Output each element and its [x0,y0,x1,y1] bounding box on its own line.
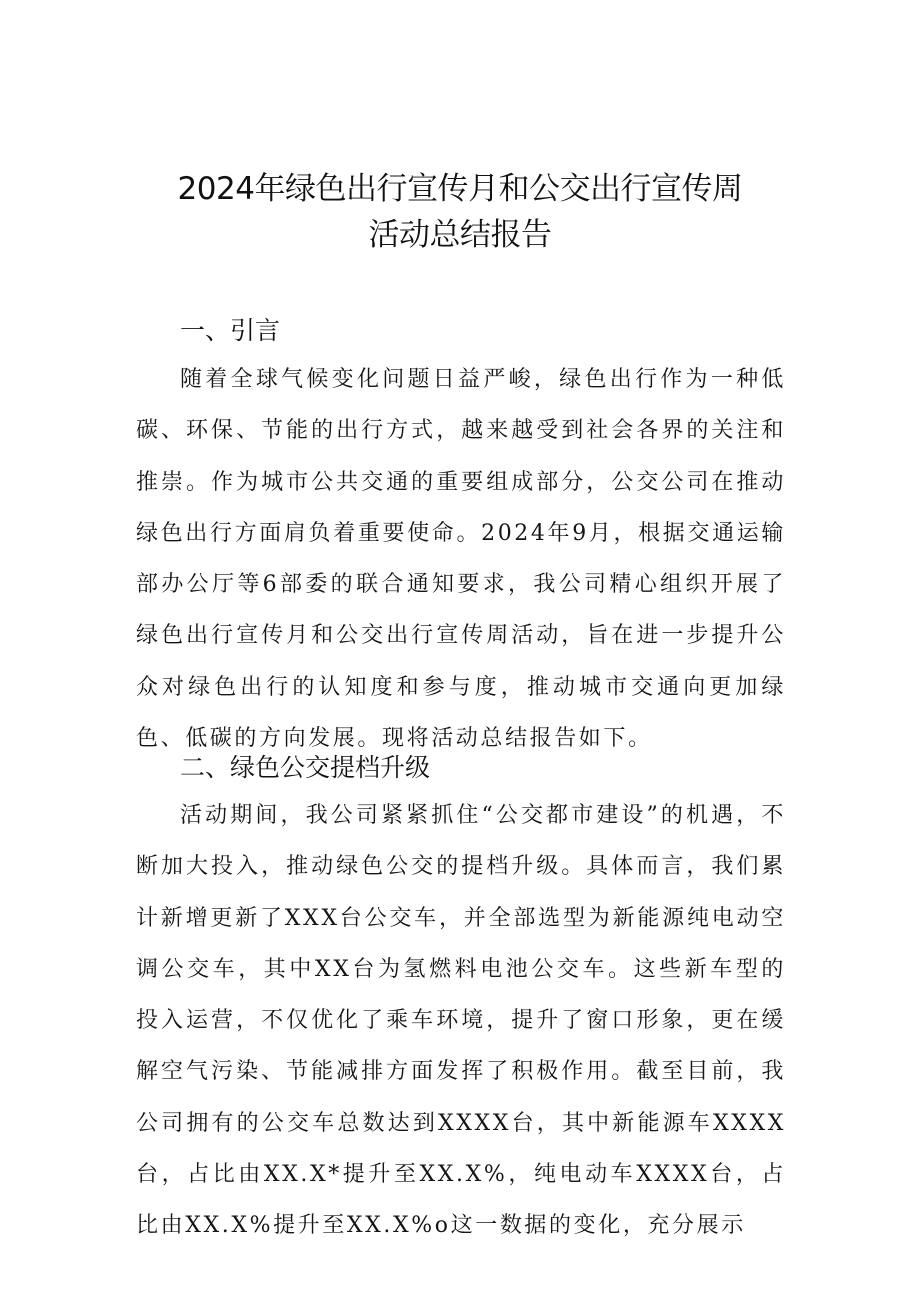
section-heading-introduction: 一、引言 [180,316,281,345]
section-heading-green-bus-upgrade: 二、绿色公交提档升级 [180,753,431,782]
section-paragraph-introduction: 随着全球气候变化问题日益严峻，绿色出行作为一种低碳、环保、节能的出行方式，越来越受到社会各界的关注和推崇。作为城市公共交通的重要组成部分，公交公司在推动绿色出行方面肩负着重要使命。2024年9月，根据交通运输部办公厅等6部委的联合通知要求，我公司精心组织开展了绿色出行宣传月和公交出行宣传周活动，旨在进一步提升公众对绿色出行的认知度和参与度，推动城市交通向更加绿色、低碳的方向发展。现将活动总结报告如下。 [136,367,786,752]
document-title-line-1: 2024年绿色出行宣传月和公交出行宣传周 [177,171,743,207]
section-paragraph-green-bus-upgrade: 活动期间，我公司紧紧抓住“公交都市建设”的机遇，不断加大投入，推动绿色公交的提档升级。具体而言，我们累计新增更新了XXX台公交车，并全部选型为新能源纯电动空调公交车，其中XX台为氢燃料电池公交车。这些新车型的投入运营，不仅优化了乘车环境，提升了窗口形象，更在缓解空气污染、节能减排方面发挥了积极作用。截至目前，我公司拥有的公交车总数达到XXXX台，其中新能源车XXXX台，占比由XX.X*提升至XX.X%，纯电动车XXXX台，占比由XX.X%提升至XX.X%o这一数据的变化，充分展示 [136,803,786,1239]
document-title-line-2: 活动总结报告 [368,217,552,253]
